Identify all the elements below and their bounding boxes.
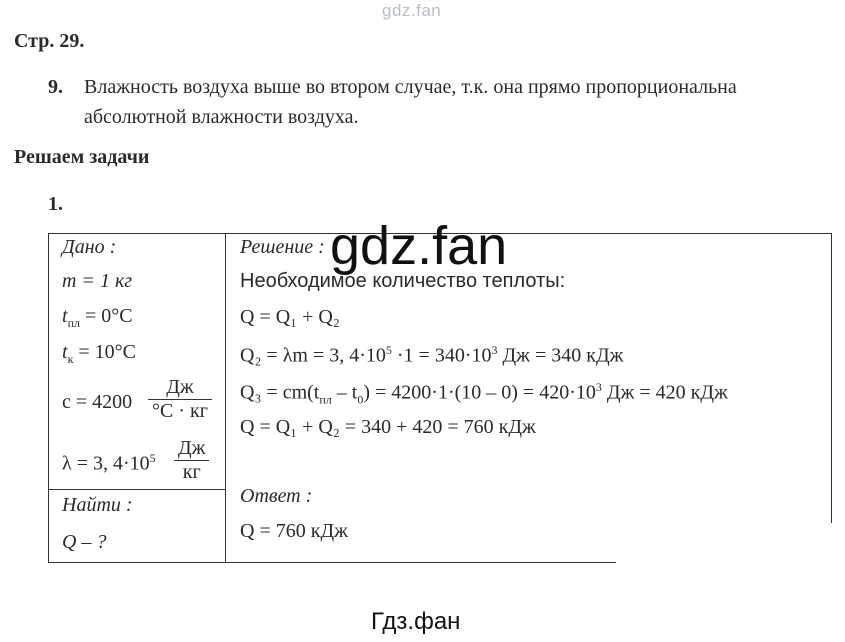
given-mass: m = 1 кг (62, 270, 133, 292)
question-number: 9. (48, 76, 63, 98)
find-title: Найти : (62, 494, 133, 516)
given-title: Дано : (62, 236, 117, 258)
given-latent-heat: λ = 3, $4\cdot 10^5$ (62, 451, 156, 475)
latent-heat-unit: Дж кг (174, 437, 209, 484)
page-label: Стр. 29. (14, 30, 85, 52)
watermark-center: gdz.fan (330, 216, 508, 276)
task-number: 1. (48, 193, 63, 215)
answer-value: Q = 760 кДж (240, 520, 348, 542)
question-line-1: Влажность воздуха выше во втором случае, т.к. она прямо пропорциональна (84, 76, 737, 98)
given-find-separator (48, 489, 226, 490)
given-specific-heat: c = 4200 (62, 391, 133, 413)
equation-heating-heat: $Q_3 = cm(t_{пл} - t_0) = 4200\cdot 1\cdot(10 - 0) = 420\cdot 10^3$ Дж = 420 кДж (240, 380, 728, 407)
watermark-bottom: Гдз.фан (371, 608, 461, 635)
given-melting-temperature: $t_{пл} = 0^\circ C$ (62, 305, 133, 330)
watermark-top: gdz.fan (382, 1, 442, 20)
solution-title: Решение : (240, 236, 325, 258)
given-final-temperature: $t_к = 10^\circ C$ (62, 341, 137, 366)
table-divider (225, 233, 226, 563)
equation-result: Q = Q₁ + Q₂ = 340 + 420 = 760 кДж (240, 416, 536, 438)
section-title: Решаем задачи (14, 146, 150, 168)
answer-title: Ответ : (240, 485, 313, 507)
table-left-border (48, 233, 49, 563)
question-line-2: абсолютной влажности воздуха. (84, 106, 359, 128)
equation-melting-heat: Q₂ = λm = 3, $4\cdot 10^5 \cdot 1 = 340\cdot 10^3$ Дж = 340 кДж (240, 343, 624, 367)
table-bottom-border (48, 562, 616, 563)
specific-heat-unit: Дж °C · кг (148, 376, 212, 423)
table-right-border (831, 233, 832, 523)
find-value: Q – ? (62, 531, 107, 553)
equation-total-heat: Q = Q₁ + Q₂ (240, 306, 340, 328)
solution-intro: Необходимое количество теплоты: (240, 270, 566, 292)
